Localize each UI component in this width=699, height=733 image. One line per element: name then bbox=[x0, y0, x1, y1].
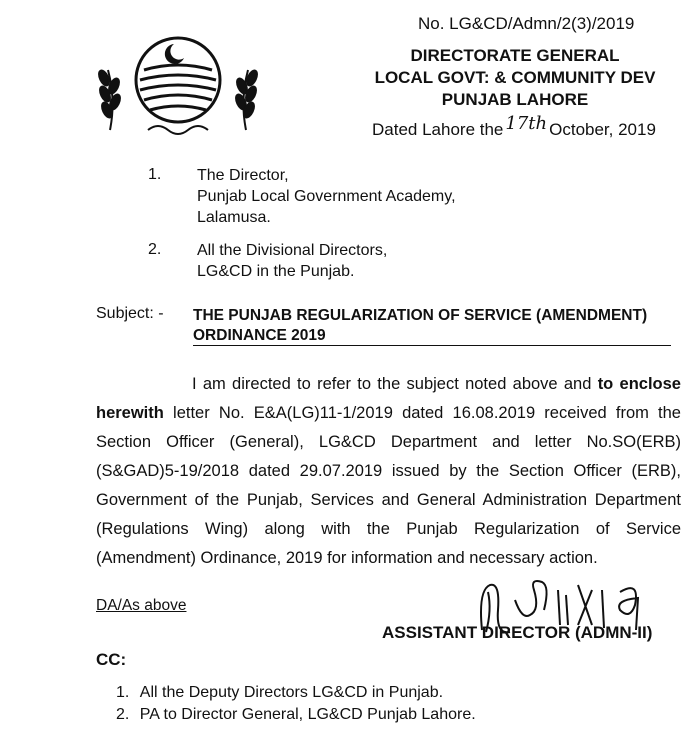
cc-item-number: 1. bbox=[116, 684, 130, 701]
body-bold-phrase: to enclose herewith bbox=[96, 375, 681, 422]
date-line bbox=[372, 113, 656, 140]
reference-number: No. LG&CD/Admn/2(3)/2019 bbox=[418, 14, 635, 33]
date-suffix: October, 2019 bbox=[549, 120, 656, 139]
signatory-title: ASSISTANT DIRECTOR (ADMN-II) bbox=[382, 623, 653, 642]
subject-underline bbox=[193, 345, 671, 346]
org-name-line1: DIRECTORATE GENERAL bbox=[410, 46, 620, 65]
subject-line2: ORDINANCE 2019 bbox=[193, 327, 326, 344]
cc-label: CC: bbox=[96, 650, 127, 669]
recipient-number: 2. bbox=[148, 241, 162, 258]
body-part1: I am directed to refer to the subject noted above and bbox=[192, 375, 592, 393]
cc-item-text: PA to Director General, LG&CD Punjab Lahore. bbox=[139, 706, 476, 723]
enclosure-note: DA/As above bbox=[96, 597, 187, 614]
org-name-line2: LOCAL GOVT: & COMMUNITY DEV bbox=[374, 68, 656, 87]
cc-item-text: All the Deputy Directors LG&CD in Punjab. bbox=[139, 684, 444, 701]
org-name-line3: PUNJAB LAHORE bbox=[441, 90, 589, 109]
body-part2: letter No. E&A(LG)11-1/2019 dated 16.08.2019 received from the Section Officer (General), LG&CD Department and letter No.SO(ERB) (S&GAD)5-19/2018 dated 29.07.2019 issued by the Section Officer (ERB), Government of the Punjab, Services and General Administration Department (Regulations Wing) along with the Punjab Regularization of Service (Amendment) Ordinance, 2019 for information and necessary action. bbox=[96, 404, 681, 567]
recipient-number: 1. bbox=[148, 166, 162, 183]
cc-item-number: 2. bbox=[116, 706, 130, 723]
cc-list-item bbox=[116, 684, 443, 702]
subject-label: Subject: - bbox=[96, 305, 164, 322]
address-line: Lalamusa. bbox=[197, 209, 271, 226]
address-line: Punjab Local Government Academy, bbox=[197, 188, 456, 205]
handwritten-date-day: 17th bbox=[505, 113, 548, 134]
recipient-address bbox=[197, 165, 456, 228]
address-line: LG&CD in the Punjab. bbox=[197, 263, 355, 280]
date-prefix: Dated Lahore the bbox=[372, 120, 504, 139]
body-paragraph bbox=[96, 370, 681, 573]
address-line: The Director, bbox=[197, 167, 289, 184]
subject-text bbox=[193, 306, 683, 346]
punjab-government-emblem-icon bbox=[88, 30, 268, 140]
subject-line1: THE PUNJAB REGULARIZATION OF SERVICE (AMENDMENT) bbox=[193, 307, 648, 324]
recipient-address bbox=[197, 240, 387, 282]
address-line: All the Divisional Directors, bbox=[197, 242, 388, 259]
cc-list-item bbox=[116, 706, 476, 724]
